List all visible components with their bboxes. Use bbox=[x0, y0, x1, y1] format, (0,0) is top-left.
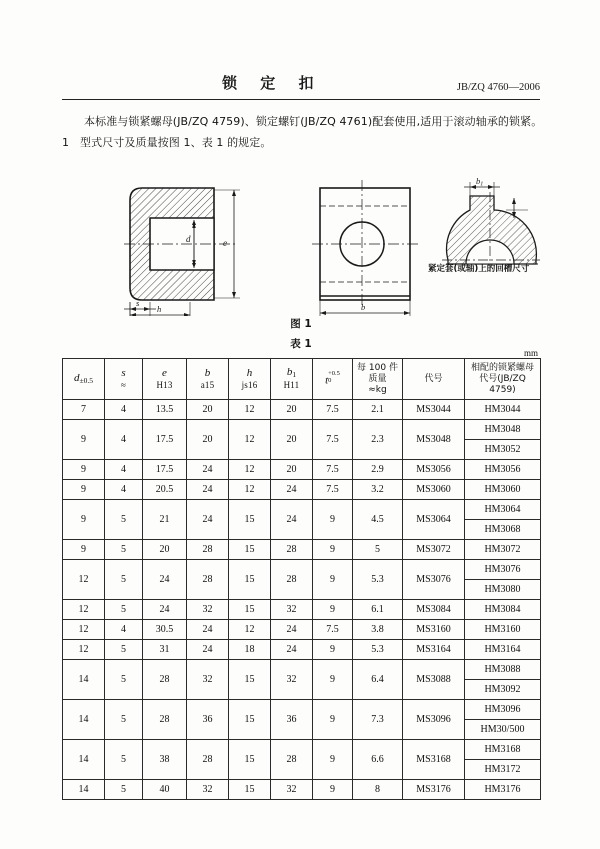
cell-t: 9 bbox=[313, 700, 353, 740]
cell-weight: 6.4 bbox=[353, 660, 403, 700]
tolerance-lower: 0 bbox=[328, 377, 332, 385]
cell-b: 32 bbox=[187, 600, 229, 620]
cell-e: 13.5 bbox=[143, 400, 187, 420]
clause-number: 1 bbox=[62, 136, 70, 149]
cell-weight: 7.3 bbox=[353, 700, 403, 740]
cell-nut-code: HM3064 bbox=[465, 500, 541, 520]
cell-h: 18 bbox=[229, 640, 271, 660]
col-symbol-d: d bbox=[74, 371, 80, 384]
cell-t: 9 bbox=[313, 560, 353, 600]
code-label: 代号 bbox=[424, 373, 443, 384]
cell-e: 28 bbox=[143, 660, 187, 700]
cell-nut-code: HM3084 bbox=[465, 600, 541, 620]
col-header-nut bbox=[465, 359, 541, 400]
cell-b1: 28 bbox=[271, 560, 313, 600]
col-fit-e: H13 bbox=[156, 379, 173, 390]
cell-nut-code: HM3080 bbox=[465, 580, 541, 600]
cell-code: MS3164 bbox=[403, 640, 465, 660]
cell-b1: 32 bbox=[271, 600, 313, 620]
cell-weight: 5.3 bbox=[353, 560, 403, 600]
col-header-b1 bbox=[271, 359, 313, 400]
cell-t: 7.5 bbox=[313, 480, 353, 500]
cell-nut-code: HM3176 bbox=[465, 780, 541, 800]
cell-b: 20 bbox=[187, 420, 229, 460]
cell-h: 15 bbox=[229, 780, 271, 800]
col-subscript-b1: 1 bbox=[292, 369, 297, 379]
cell-h: 12 bbox=[229, 480, 271, 500]
figure-1 bbox=[62, 176, 540, 336]
page-header bbox=[62, 72, 540, 104]
cell-b1: 24 bbox=[271, 480, 313, 500]
cell-nut-code: HM3060 bbox=[465, 480, 541, 500]
cell-s: 5 bbox=[105, 540, 143, 560]
label-s: s bbox=[136, 298, 140, 308]
cell-e: 38 bbox=[143, 740, 187, 780]
cell-h: 15 bbox=[229, 500, 271, 540]
col-fit-s: ≈ bbox=[120, 379, 127, 390]
cell-e: 24 bbox=[143, 600, 187, 620]
cell-code: MS3160 bbox=[403, 620, 465, 640]
cell-s: 5 bbox=[105, 780, 143, 800]
cell-code: MS3176 bbox=[403, 780, 465, 800]
cell-s: 4 bbox=[105, 620, 143, 640]
cell-t: 7.5 bbox=[313, 420, 353, 460]
cell-nut-code: HM3096 bbox=[465, 700, 541, 720]
table-row bbox=[63, 560, 541, 580]
cell-e: 24 bbox=[143, 560, 187, 600]
cell-b1: 32 bbox=[271, 660, 313, 700]
cell-nut-code: HM3092 bbox=[465, 680, 541, 700]
cell-weight: 2.9 bbox=[353, 460, 403, 480]
cell-b: 32 bbox=[187, 660, 229, 700]
cell-code: MS3056 bbox=[403, 460, 465, 480]
cell-b: 24 bbox=[187, 640, 229, 660]
cell-b: 24 bbox=[187, 620, 229, 640]
table-header-row bbox=[63, 359, 541, 400]
label-h: h bbox=[157, 304, 162, 314]
cell-h: 12 bbox=[229, 460, 271, 480]
label-d: d bbox=[186, 234, 191, 244]
cell-code: MS3072 bbox=[403, 540, 465, 560]
cell-weight: 4.5 bbox=[353, 500, 403, 540]
col-header-s bbox=[105, 359, 143, 400]
cell-t: 9 bbox=[313, 740, 353, 780]
cell-e: 28 bbox=[143, 700, 187, 740]
cell-b1: 32 bbox=[271, 780, 313, 800]
cell-t: 9 bbox=[313, 660, 353, 700]
cell-e: 20 bbox=[143, 540, 187, 560]
table-row bbox=[63, 540, 541, 560]
cell-code: MS3084 bbox=[403, 600, 465, 620]
standard-number: JB/ZQ 4760—2006 bbox=[456, 82, 540, 93]
col-symbol-b1: b bbox=[286, 366, 293, 379]
cell-b1: 24 bbox=[271, 640, 313, 660]
cell-t: 9 bbox=[313, 500, 353, 540]
cell-weight: 3.8 bbox=[353, 620, 403, 640]
cell-weight: 8 bbox=[353, 780, 403, 800]
cell-nut-code: HM3164 bbox=[465, 640, 541, 660]
cell-nut-code: HM3172 bbox=[465, 760, 541, 780]
col-header-d bbox=[63, 359, 105, 400]
table-row bbox=[63, 500, 541, 520]
cell-t: 9 bbox=[313, 540, 353, 560]
cell-b: 28 bbox=[187, 740, 229, 780]
clause-1 bbox=[62, 133, 546, 152]
cell-t: 9 bbox=[313, 600, 353, 620]
cell-d: 12 bbox=[63, 620, 105, 640]
cell-code: MS3076 bbox=[403, 560, 465, 600]
col-symbol-e: e bbox=[162, 366, 167, 379]
cell-b1: 28 bbox=[271, 540, 313, 560]
table-row bbox=[63, 460, 541, 480]
dimension-s bbox=[124, 302, 156, 316]
cell-s: 4 bbox=[105, 480, 143, 500]
col-header-code bbox=[403, 359, 465, 400]
cell-t: 7.5 bbox=[313, 460, 353, 480]
cell-b1: 24 bbox=[271, 620, 313, 640]
cell-weight: 2.3 bbox=[353, 420, 403, 460]
label-b: b bbox=[361, 302, 366, 312]
cell-weight: 6.1 bbox=[353, 600, 403, 620]
cell-d: 12 bbox=[63, 600, 105, 620]
cell-h: 15 bbox=[229, 740, 271, 780]
cell-nut-code: HM3072 bbox=[465, 540, 541, 560]
cell-d: 14 bbox=[63, 700, 105, 740]
cell-b: 24 bbox=[187, 480, 229, 500]
cell-h: 15 bbox=[229, 700, 271, 740]
cell-h: 12 bbox=[229, 620, 271, 640]
cell-nut-code: HM3052 bbox=[465, 440, 541, 460]
cell-nut-code: HM3168 bbox=[465, 740, 541, 760]
specification-table bbox=[62, 358, 541, 800]
cell-b1: 24 bbox=[271, 500, 313, 540]
col-header-t bbox=[313, 359, 353, 400]
cell-b1: 20 bbox=[271, 420, 313, 460]
cell-d: 9 bbox=[63, 460, 105, 480]
cell-code: MS3044 bbox=[403, 400, 465, 420]
cell-b: 32 bbox=[187, 780, 229, 800]
col-header-e bbox=[143, 359, 187, 400]
cell-e: 17.5 bbox=[143, 420, 187, 460]
cell-code: MS3168 bbox=[403, 740, 465, 780]
col-tolerance-t bbox=[328, 370, 340, 384]
cell-nut-code: HM3160 bbox=[465, 620, 541, 640]
groove-view bbox=[442, 192, 540, 272]
cell-t: 7.5 bbox=[313, 620, 353, 640]
cell-b1: 20 bbox=[271, 460, 313, 480]
cell-b1: 28 bbox=[271, 740, 313, 780]
cell-nut-code: HM3088 bbox=[465, 660, 541, 680]
col-fit-b: a15 bbox=[200, 379, 215, 390]
cell-nut-code: HM3076 bbox=[465, 560, 541, 580]
table-row bbox=[63, 600, 541, 620]
col-symbol-s: s bbox=[121, 366, 126, 379]
cell-e: 17.5 bbox=[143, 460, 187, 480]
header-divider bbox=[62, 99, 540, 100]
col-symbol-b: b bbox=[204, 366, 211, 379]
col-header-b bbox=[187, 359, 229, 400]
cell-nut-code: HM3068 bbox=[465, 520, 541, 540]
weight-line-3: ≈kg bbox=[368, 384, 387, 395]
table-row bbox=[63, 740, 541, 760]
cell-b1: 20 bbox=[271, 400, 313, 420]
cell-e: 40 bbox=[143, 780, 187, 800]
cell-t: 9 bbox=[313, 780, 353, 800]
cell-b: 28 bbox=[187, 540, 229, 560]
front-view bbox=[312, 180, 418, 308]
cell-s: 5 bbox=[105, 740, 143, 780]
body-text bbox=[62, 112, 546, 152]
cell-s: 4 bbox=[105, 460, 143, 480]
table-row bbox=[63, 400, 541, 420]
table-row bbox=[63, 420, 541, 440]
table-title: 表 1 bbox=[290, 338, 312, 350]
nut-line-1: 相配的锁紧螺母 bbox=[470, 362, 534, 373]
cell-e: 30.5 bbox=[143, 620, 187, 640]
cell-nut-code: HM3044 bbox=[465, 400, 541, 420]
cell-e: 21 bbox=[143, 500, 187, 540]
col-fit-h: js16 bbox=[241, 379, 258, 390]
cell-code: MS3060 bbox=[403, 480, 465, 500]
cell-d: 9 bbox=[63, 540, 105, 560]
section-view bbox=[124, 188, 238, 300]
cell-code: MS3088 bbox=[403, 660, 465, 700]
cell-s: 5 bbox=[105, 660, 143, 700]
label-e: e bbox=[223, 238, 227, 248]
cell-s: 5 bbox=[105, 700, 143, 740]
cell-code: MS3064 bbox=[403, 500, 465, 540]
cell-t: 9 bbox=[313, 640, 353, 660]
table-row bbox=[63, 640, 541, 660]
cell-d: 9 bbox=[63, 500, 105, 540]
cell-weight: 3.2 bbox=[353, 480, 403, 500]
figure-drawings bbox=[62, 176, 540, 316]
col-symbol-h: h bbox=[246, 366, 253, 379]
col-fit-d: ±0.5 bbox=[79, 375, 93, 385]
cell-e: 20.5 bbox=[143, 480, 187, 500]
cell-s: 5 bbox=[105, 640, 143, 660]
cell-b: 20 bbox=[187, 400, 229, 420]
weight-line-2: 质量 bbox=[368, 373, 387, 384]
col-header-weight bbox=[353, 359, 403, 400]
cell-b: 24 bbox=[187, 460, 229, 480]
cell-h: 15 bbox=[229, 660, 271, 700]
cell-s: 4 bbox=[105, 400, 143, 420]
cell-weight: 6.6 bbox=[353, 740, 403, 780]
table-body bbox=[63, 400, 541, 800]
cell-weight: 5 bbox=[353, 540, 403, 560]
page-title: 锁 定 扣 bbox=[222, 74, 323, 92]
cell-nut-code: HM3056 bbox=[465, 460, 541, 480]
groove-view-note: 紧定套(或轴)上的回槽尺寸 bbox=[428, 264, 530, 274]
col-header-h bbox=[229, 359, 271, 400]
cell-d: 12 bbox=[63, 560, 105, 600]
table-row bbox=[63, 660, 541, 680]
cell-b: 28 bbox=[187, 560, 229, 600]
cell-s: 5 bbox=[105, 560, 143, 600]
clause-text: 型式尺寸及质量按图 1、表 1 的规定。 bbox=[80, 136, 272, 149]
cell-h: 12 bbox=[229, 400, 271, 420]
weight-line-1: 每 100 件 bbox=[357, 362, 398, 373]
scope-paragraph: 本标准与锁紧螺母(JB/ZQ 4759)、锁定螺钉(JB/ZQ 4761)配套使用,适用于滚动轴承的锁紧。 bbox=[84, 115, 543, 128]
cell-e: 31 bbox=[143, 640, 187, 660]
cell-t: 7.5 bbox=[313, 400, 353, 420]
cell-d: 7 bbox=[63, 400, 105, 420]
cell-b: 24 bbox=[187, 500, 229, 540]
cell-h: 12 bbox=[229, 420, 271, 460]
label-b1: b1 bbox=[476, 176, 484, 188]
cell-d: 14 bbox=[63, 660, 105, 700]
nut-line-2: 代号(JB/ZQ 4759) bbox=[479, 373, 526, 395]
cell-d: 14 bbox=[63, 780, 105, 800]
tolerance-upper: +0.5 bbox=[328, 370, 340, 378]
figure-caption: 图 1 bbox=[290, 318, 312, 330]
cell-h: 15 bbox=[229, 540, 271, 560]
cell-s: 5 bbox=[105, 500, 143, 540]
cell-b1: 36 bbox=[271, 700, 313, 740]
table-row bbox=[63, 780, 541, 800]
cell-d: 14 bbox=[63, 740, 105, 780]
cell-nut-code: HM30/500 bbox=[465, 720, 541, 740]
table-row bbox=[63, 700, 541, 720]
cell-d: 12 bbox=[63, 640, 105, 660]
cell-nut-code: HM3048 bbox=[465, 420, 541, 440]
table-unit-note: mm bbox=[523, 348, 538, 358]
cell-code: MS3048 bbox=[403, 420, 465, 460]
cell-weight: 2.1 bbox=[353, 400, 403, 420]
cell-d: 9 bbox=[63, 480, 105, 500]
cell-s: 5 bbox=[105, 600, 143, 620]
table-row bbox=[63, 620, 541, 640]
col-fit-b1: H11 bbox=[283, 379, 300, 390]
cell-weight: 5.3 bbox=[353, 640, 403, 660]
cell-h: 15 bbox=[229, 560, 271, 600]
cell-d: 9 bbox=[63, 420, 105, 460]
cell-s: 4 bbox=[105, 420, 143, 460]
col-symbol-t: t bbox=[325, 374, 329, 387]
table-row bbox=[63, 480, 541, 500]
cell-b: 36 bbox=[187, 700, 229, 740]
cell-h: 15 bbox=[229, 600, 271, 620]
cell-code: MS3096 bbox=[403, 700, 465, 740]
